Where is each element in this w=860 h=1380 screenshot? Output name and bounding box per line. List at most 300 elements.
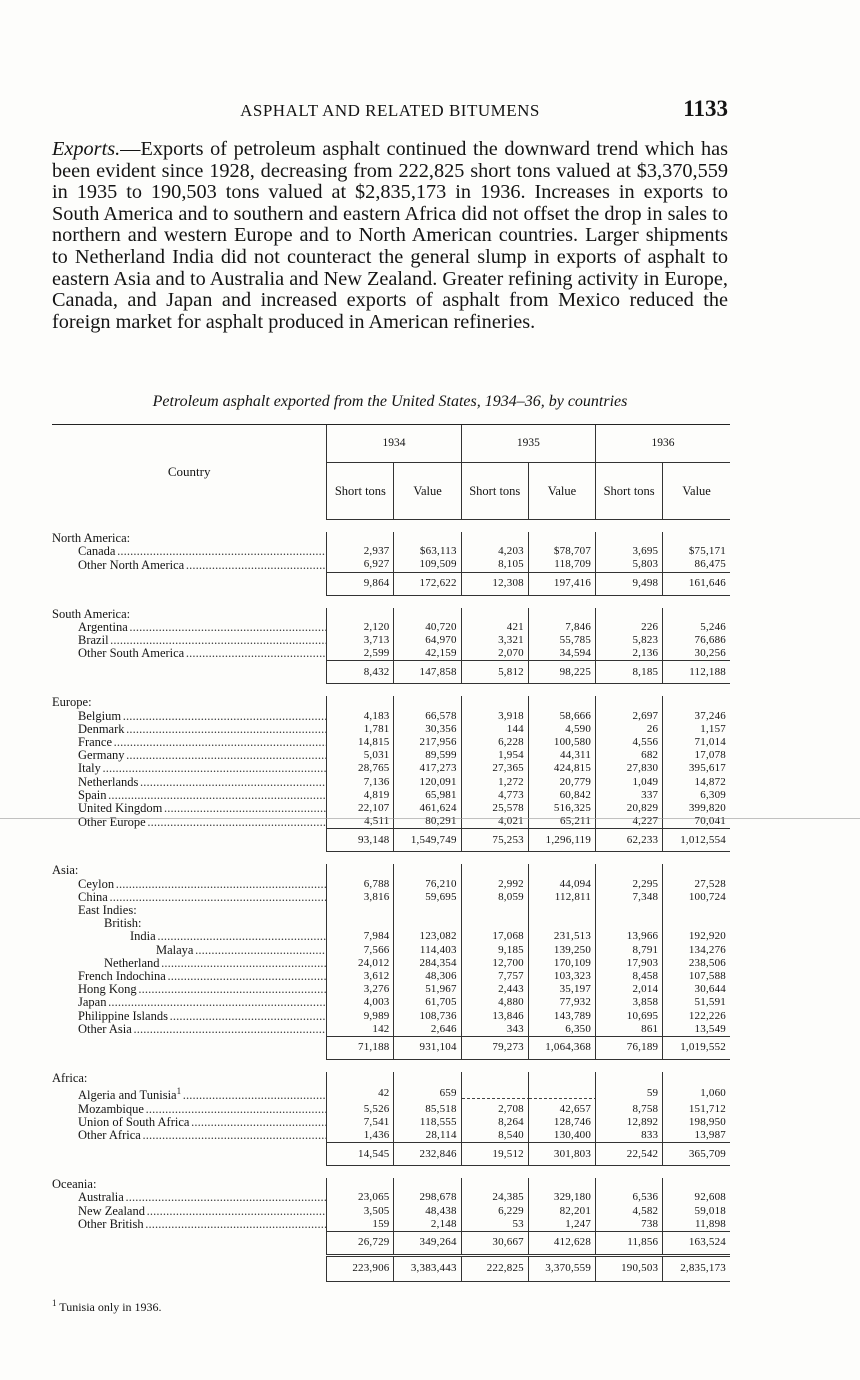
table-row: [52, 891, 730, 904]
value-cell: 12,700: [461, 957, 528, 970]
value-cell: 70,041: [663, 815, 730, 829]
empty-cell: [461, 904, 528, 917]
country-cell: [52, 1023, 327, 1037]
value-cell: 144: [461, 723, 528, 736]
region-label: British:: [104, 917, 142, 931]
value-cell: 11,898: [663, 1218, 730, 1232]
value-cell: $75,171: [663, 545, 730, 558]
empty-cell: [394, 904, 461, 917]
value-cell: 89,599: [394, 749, 461, 762]
value-cell: 4,773: [461, 789, 528, 802]
value-cell: 2,646: [394, 1023, 461, 1037]
country-name: Other Europe: [78, 815, 146, 829]
spacer-cell: [52, 1060, 730, 1073]
total-cell: 931,104: [394, 1037, 461, 1060]
spacer-row: [52, 684, 730, 697]
value-cell: 8,758: [596, 1103, 663, 1116]
total-cell: 161,646: [663, 572, 730, 595]
short-tons-header: Short tons: [461, 463, 528, 520]
value-header: Value: [394, 463, 461, 520]
value-cell: [461, 1085, 528, 1102]
country-name: Hong Kong: [78, 983, 137, 997]
table-row: [52, 1023, 730, 1037]
empty-cell: [596, 532, 663, 545]
value-cell: 298,678: [394, 1191, 461, 1204]
empty-cell: [528, 864, 595, 877]
country-cell: [52, 1129, 327, 1143]
country-name: Belgium: [78, 709, 122, 723]
value-cell: $63,113: [394, 545, 461, 558]
empty-cell: [327, 917, 394, 930]
empty-cell: [596, 917, 663, 930]
country-name: New Zealand: [78, 1204, 145, 1218]
value-cell: [528, 1085, 595, 1102]
value-cell: 82,201: [528, 1205, 595, 1218]
total-cell: 5,812: [461, 661, 528, 684]
table-row: [52, 983, 730, 996]
value-cell: 2,148: [394, 1218, 461, 1232]
country-cell: [52, 1205, 327, 1218]
empty-cell: [663, 864, 730, 877]
total-cell: 26,729: [327, 1232, 394, 1256]
value-cell: 13,549: [663, 1023, 730, 1037]
total-cell: 3,370,559: [528, 1256, 595, 1282]
value-cell: 48,438: [394, 1205, 461, 1218]
country-name: India: [130, 930, 156, 944]
short-tons-header: Short tons: [596, 463, 663, 520]
value-cell: 60,842: [528, 789, 595, 802]
country-name: Australia: [78, 1191, 124, 1205]
region-label-row: [52, 864, 730, 877]
table-row: [52, 1191, 730, 1204]
table-row: [52, 545, 730, 558]
country-name: France: [78, 736, 113, 750]
country-cell: [52, 891, 327, 904]
total-cell: 197,416: [528, 572, 595, 595]
value-cell: 2,070: [461, 647, 528, 661]
total-cell: 147,858: [394, 661, 461, 684]
empty-cell: [663, 1072, 730, 1085]
country-name: China: [78, 890, 108, 904]
year-header-1934: 1934: [327, 424, 461, 463]
table-row: [52, 789, 730, 802]
country-cell: [52, 1085, 327, 1102]
empty-cell: [528, 608, 595, 621]
value-cell: 5,031: [327, 749, 394, 762]
country-cell: [52, 647, 327, 661]
empty-cell: [327, 1178, 394, 1191]
value-cell: 103,323: [528, 970, 595, 983]
total-cell: 9,864: [327, 572, 394, 595]
empty-cell: [394, 696, 461, 709]
total-label-cell: [52, 1037, 327, 1060]
region-label-row: [52, 532, 730, 545]
value-cell: 53: [461, 1218, 528, 1232]
country-cell: [52, 634, 327, 647]
empty-cell: [327, 608, 394, 621]
value-cell: 5,246: [663, 621, 730, 634]
region-label: Oceania:: [52, 1178, 97, 1192]
value-cell: 861: [596, 1023, 663, 1037]
empty-cell: [528, 532, 595, 545]
table-row: [52, 1085, 730, 1102]
value-cell: 25,578: [461, 802, 528, 815]
value-cell: 128,746: [528, 1116, 595, 1129]
spacer-cell: [52, 595, 730, 608]
total-label-cell: [52, 1143, 327, 1166]
total-cell: 301,803: [528, 1143, 595, 1166]
value-cell: 421: [461, 621, 528, 634]
value-cell: 226: [596, 621, 663, 634]
value-cell: 8,264: [461, 1116, 528, 1129]
value-cell: 461,624: [394, 802, 461, 815]
value-cell: 343: [461, 1023, 528, 1037]
value-cell: 76,686: [663, 634, 730, 647]
value-cell: 24,385: [461, 1191, 528, 1204]
total-label-cell: [52, 829, 327, 852]
country-name: Other Asia: [78, 1022, 132, 1037]
empty-cell: [596, 696, 663, 709]
value-cell: 22,107: [327, 802, 394, 815]
total-cell: 9,498: [596, 572, 663, 595]
value-cell: 4,880: [461, 996, 528, 1009]
value-cell: $78,707: [528, 545, 595, 558]
value-cell: 7,757: [461, 970, 528, 983]
empty-cell: [461, 917, 528, 930]
total-cell: 232,846: [394, 1143, 461, 1166]
value-cell: 3,321: [461, 634, 528, 647]
total-cell: 112,188: [663, 661, 730, 684]
value-cell: 122,226: [663, 1010, 730, 1023]
value-cell: 130,400: [528, 1129, 595, 1143]
country-cell: [52, 776, 327, 789]
empty-cell: [663, 1178, 730, 1191]
total-cell: 2,835,173: [663, 1256, 730, 1282]
total-cell: 62,233: [596, 829, 663, 852]
empty-cell: [663, 696, 730, 709]
total-cell: 71,188: [327, 1037, 394, 1060]
value-cell: 7,348: [596, 891, 663, 904]
spacer-cell: [52, 520, 730, 533]
value-cell: 9,185: [461, 944, 528, 957]
value-cell: 7,136: [327, 776, 394, 789]
value-cell: 59: [596, 1085, 663, 1102]
footnote: [52, 1298, 162, 1315]
value-cell: 55,785: [528, 634, 595, 647]
value-cell: 58,666: [528, 710, 595, 723]
value-cell: 159: [327, 1218, 394, 1232]
region-label-row: [52, 608, 730, 621]
value-cell: 120,091: [394, 776, 461, 789]
value-cell: 42,159: [394, 647, 461, 661]
value-cell: 6,788: [327, 878, 394, 891]
value-cell: 7,846: [528, 621, 595, 634]
value-cell: 284,354: [394, 957, 461, 970]
country-cell: [52, 970, 327, 983]
spacer-cell: [52, 684, 730, 697]
total-label-cell: [52, 661, 327, 684]
country-cell: [52, 802, 327, 815]
value-cell: 659: [394, 1085, 461, 1102]
total-cell: 76,189: [596, 1037, 663, 1060]
spacer-cell: [52, 852, 730, 865]
total-cell: 1,549,749: [394, 829, 461, 852]
value-cell: 17,068: [461, 930, 528, 943]
total-cell: 349,264: [394, 1232, 461, 1256]
value-cell: 35,197: [528, 983, 595, 996]
empty-cell: [327, 532, 394, 545]
table-row: [52, 1010, 730, 1023]
empty-cell: [663, 532, 730, 545]
spacer-row: [52, 1060, 730, 1073]
value-cell: 65,211: [528, 815, 595, 829]
value-cell: 231,513: [528, 930, 595, 943]
grand-total-row: [52, 1256, 730, 1282]
empty-cell: [461, 608, 528, 621]
value-cell: 118,555: [394, 1116, 461, 1129]
value-cell: 108,736: [394, 1010, 461, 1023]
country-cell: [52, 957, 327, 970]
subtotal-row: [52, 1143, 730, 1166]
country-cell: [52, 789, 327, 802]
table-row: [52, 957, 730, 970]
country-cell: [52, 736, 327, 749]
value-cell: 26: [596, 723, 663, 736]
value-cell: 27,528: [663, 878, 730, 891]
region-label: South America:: [52, 607, 131, 621]
country-cell: [52, 1218, 327, 1232]
empty-cell: [461, 696, 528, 709]
region-label-row: [52, 917, 730, 930]
spacer-row: [52, 520, 730, 533]
value-cell: 20,829: [596, 802, 663, 815]
total-cell: 1,012,554: [663, 829, 730, 852]
value-cell: 100,724: [663, 891, 730, 904]
value-cell: 17,078: [663, 749, 730, 762]
value-cell: 6,350: [528, 1023, 595, 1037]
value-cell: 2,120: [327, 621, 394, 634]
country-name: United Kingdom: [78, 802, 163, 816]
country-cell: [52, 621, 327, 634]
value-cell: 4,556: [596, 736, 663, 749]
value-cell: 30,356: [394, 723, 461, 736]
table-row: [52, 996, 730, 1009]
value-cell: 6,229: [461, 1205, 528, 1218]
value-cell: 134,276: [663, 944, 730, 957]
value-cell: 329,180: [528, 1191, 595, 1204]
year-header-1935: 1935: [461, 424, 595, 463]
footnote-marker: 1: [52, 1298, 57, 1308]
country-cell: [52, 944, 327, 957]
total-cell: 1,064,368: [528, 1037, 595, 1060]
value-cell: 4,021: [461, 815, 528, 829]
value-cell: 139,250: [528, 944, 595, 957]
value-cell: 3,612: [327, 970, 394, 983]
value-cell: 59,695: [394, 891, 461, 904]
country-name: Spain: [78, 788, 107, 802]
value-cell: 6,536: [596, 1191, 663, 1204]
country-name: Malaya: [156, 943, 194, 957]
scan-artifact-line: [0, 818, 860, 819]
table-row: [52, 944, 730, 957]
value-cell: 4,203: [461, 545, 528, 558]
table-row: [52, 647, 730, 661]
empty-cell: [394, 1072, 461, 1085]
empty-cell: [663, 917, 730, 930]
value-cell: 34,594: [528, 647, 595, 661]
value-cell: 395,617: [663, 762, 730, 775]
spacer-row: [52, 852, 730, 865]
empty-cell: [394, 532, 461, 545]
value-cell: 337: [596, 789, 663, 802]
value-cell: 4,183: [327, 710, 394, 723]
value-cell: 5,823: [596, 634, 663, 647]
value-cell: 170,109: [528, 957, 595, 970]
value-cell: 8,458: [596, 970, 663, 983]
country-name: Germany: [78, 749, 125, 763]
total-cell: 98,225: [528, 661, 595, 684]
country-cell: [52, 749, 327, 762]
country-name: Japan: [78, 996, 107, 1010]
region-label-row: [52, 1072, 730, 1085]
empty-cell: [394, 864, 461, 877]
total-cell: 1,019,552: [663, 1037, 730, 1060]
value-cell: 2,136: [596, 647, 663, 661]
value-cell: 44,094: [528, 878, 595, 891]
value-cell: 1,049: [596, 776, 663, 789]
value-cell: 1,781: [327, 723, 394, 736]
total-label-cell: [52, 1232, 327, 1256]
value-cell: 5,526: [327, 1103, 394, 1116]
region-label-row: [52, 1178, 730, 1191]
value-cell: 217,956: [394, 736, 461, 749]
year-header-1936: 1936: [596, 424, 730, 463]
empty-cell: [394, 917, 461, 930]
value-cell: 1,247: [528, 1218, 595, 1232]
value-cell: 2,443: [461, 983, 528, 996]
empty-cell: [663, 608, 730, 621]
asphalt-table: [52, 424, 730, 1282]
region-label: Africa:: [52, 1072, 88, 1086]
value-cell: 2,697: [596, 710, 663, 723]
value-cell: 4,227: [596, 815, 663, 829]
value-cell: 8,059: [461, 891, 528, 904]
country-cell: [52, 545, 327, 558]
value-cell: 1,060: [663, 1085, 730, 1102]
region-label: North America:: [52, 532, 131, 545]
page-number: 1133: [683, 96, 728, 121]
empty-cell: [528, 904, 595, 917]
empty-cell: [327, 904, 394, 917]
value-cell: 3,695: [596, 545, 663, 558]
subtotal-row: [52, 1037, 730, 1060]
country-cell: [52, 723, 327, 736]
table-caption: Petroleum asphalt exported from the United States, 1934–36, by countries: [152, 393, 628, 410]
exports-paragraph: [52, 139, 728, 333]
country-name: Ceylon: [78, 877, 115, 891]
value-cell: 59,018: [663, 1205, 730, 1218]
value-cell: 65,981: [394, 789, 461, 802]
region-label-row: [52, 696, 730, 709]
country-name: Other North America: [78, 558, 185, 572]
value-cell: 5,803: [596, 558, 663, 572]
value-cell: 23,065: [327, 1191, 394, 1204]
country-cell: [52, 710, 327, 723]
total-cell: 14,545: [327, 1143, 394, 1166]
table-row: [52, 749, 730, 762]
total-cell: 75,253: [461, 829, 528, 852]
spacer-row: [52, 595, 730, 608]
value-cell: 142: [327, 1023, 394, 1037]
total-cell: 365,709: [663, 1143, 730, 1166]
spacer-row: [52, 1166, 730, 1179]
value-cell: 48,306: [394, 970, 461, 983]
country-name: Other South America: [78, 647, 185, 661]
value-cell: 4,003: [327, 996, 394, 1009]
value-cell: 2,295: [596, 878, 663, 891]
value-cell: 8,791: [596, 944, 663, 957]
table-row: [52, 1205, 730, 1218]
country-cell: [52, 558, 327, 572]
value-cell: 3,505: [327, 1205, 394, 1218]
value-cell: 85,518: [394, 1103, 461, 1116]
empty-cell: [528, 1178, 595, 1191]
value-cell: 51,591: [663, 996, 730, 1009]
value-cell: 118,709: [528, 558, 595, 572]
value-header: Value: [528, 463, 595, 520]
value-cell: 682: [596, 749, 663, 762]
empty-cell: [461, 1072, 528, 1085]
running-title: ASPHALT AND RELATED BITUMENS: [240, 101, 540, 120]
value-cell: 4,590: [528, 723, 595, 736]
country-name: Netherland: [104, 956, 160, 970]
total-cell: 22,542: [596, 1143, 663, 1166]
value-cell: 20,779: [528, 776, 595, 789]
table-row: [52, 736, 730, 749]
table-row: [52, 1129, 730, 1143]
value-cell: 14,815: [327, 736, 394, 749]
empty-cell: [461, 1178, 528, 1191]
total-cell: 30,667: [461, 1232, 528, 1256]
value-cell: 13,846: [461, 1010, 528, 1023]
table-row: [52, 878, 730, 891]
value-cell: 3,713: [327, 634, 394, 647]
value-cell: 109,509: [394, 558, 461, 572]
value-cell: 66,578: [394, 710, 461, 723]
value-cell: 1,272: [461, 776, 528, 789]
empty-cell: [461, 864, 528, 877]
region-label: Asia:: [52, 864, 79, 878]
value-cell: 28,114: [394, 1129, 461, 1143]
total-cell: 172,622: [394, 572, 461, 595]
total-cell: 1,296,119: [528, 829, 595, 852]
paragraph-lead: Exports.: [52, 138, 121, 160]
value-cell: 4,511: [327, 815, 394, 829]
table-row: [52, 1116, 730, 1129]
empty-cell: [528, 696, 595, 709]
table-row: [52, 776, 730, 789]
value-cell: 12,892: [596, 1116, 663, 1129]
country-name: Denmark: [78, 722, 125, 736]
value-cell: 42: [327, 1085, 394, 1102]
value-cell: 30,644: [663, 983, 730, 996]
footnote-ref: 1: [176, 1086, 182, 1097]
value-cell: 77,932: [528, 996, 595, 1009]
table-row: [52, 1103, 730, 1116]
country-cell: [52, 930, 327, 943]
value-cell: 24,012: [327, 957, 394, 970]
value-cell: 123,082: [394, 930, 461, 943]
